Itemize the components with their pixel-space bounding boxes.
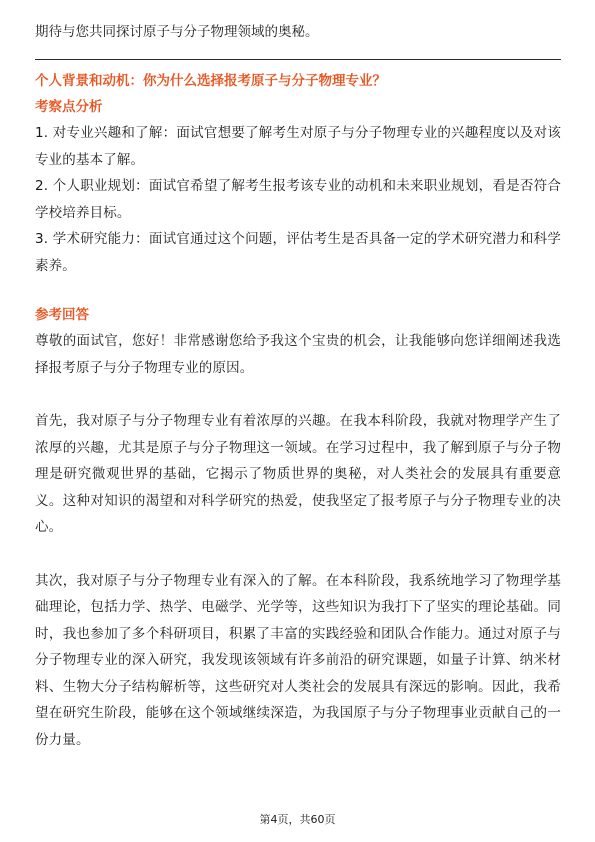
answer-paragraph-1: 尊敬的面试官，您好！非常感谢您给予我这个宝贵的机会，让我能够向您详细阐述我选择报考原子与分子物理专业的原因。 [35, 333, 561, 376]
answer-paragraph-2: 首先，我对原子与分子物理专业有着浓厚的兴趣。在我本科阶段，我就对物理学产生了浓厚的兴趣，尤其是原子与分子物理这一领域。在学习过程中，我了解到原子与分子物理是研究微观世界的基础，它揭示了物质世界的奥秘，对人类社会的发展具有重要意义。这种对知识的渴望和对科学研究的热爱，使我坚定了报考原子与分子物理专业的决心。 [35, 413, 561, 535]
analysis-item-2: 2. 个人职业规划：面试官希望了解考生报考该专业的动机和未来职业规划，看是否符合学校培养目标。 [35, 178, 561, 221]
analysis-item-1: 1. 对专业兴趣和了解：面试官想要了解考生对原子与分子物理专业的兴趣程度以及对该专业的基本了解。 [35, 125, 561, 168]
answer-section [35, 302, 561, 753]
analysis-section [35, 94, 561, 279]
section-divider [35, 59, 561, 60]
answer-heading: 参考回答 [35, 307, 89, 323]
analysis-heading: 考察点分析 [35, 99, 103, 115]
intro-text: 期待与您共同探讨原子与分子物理领域的奥秘。 [35, 24, 319, 40]
paragraph-gap [35, 381, 561, 408]
question-heading: 个人背景和动机：你为什么选择报考原子与分子物理专业？ [35, 73, 386, 89]
analysis-item-3: 3. 学术研究能力：面试官通过这个问题，评估考生是否具备一定的学术研究潜力和科学素养。 [35, 231, 561, 274]
paragraph-gap [35, 541, 561, 568]
page-number: 第4页，共60页 [259, 813, 336, 826]
answer-paragraph-3: 其次，我对原子与分子物理专业有深入的了解。在本科阶段，我系统地学习了物理学基础理论，包括力学、热学、电磁学、光学等，这些知识为我打下了坚实的理论基础。同时，我也参加了多个科研项目，积累了丰富的实践经验和团队合作能力。通过对原子与分子物理专业的深入研究，我发现该领域有许多前沿的研究课题，如量子计算、纳米材料、生物大分子结构解析等，这些研究对人类社会的发展具有深远的影响。因此，我希望在研究生阶段，能够在这个领域继续深造，为我国原子与分子物理事业贡献自己的一份力量。 [35, 572, 561, 748]
